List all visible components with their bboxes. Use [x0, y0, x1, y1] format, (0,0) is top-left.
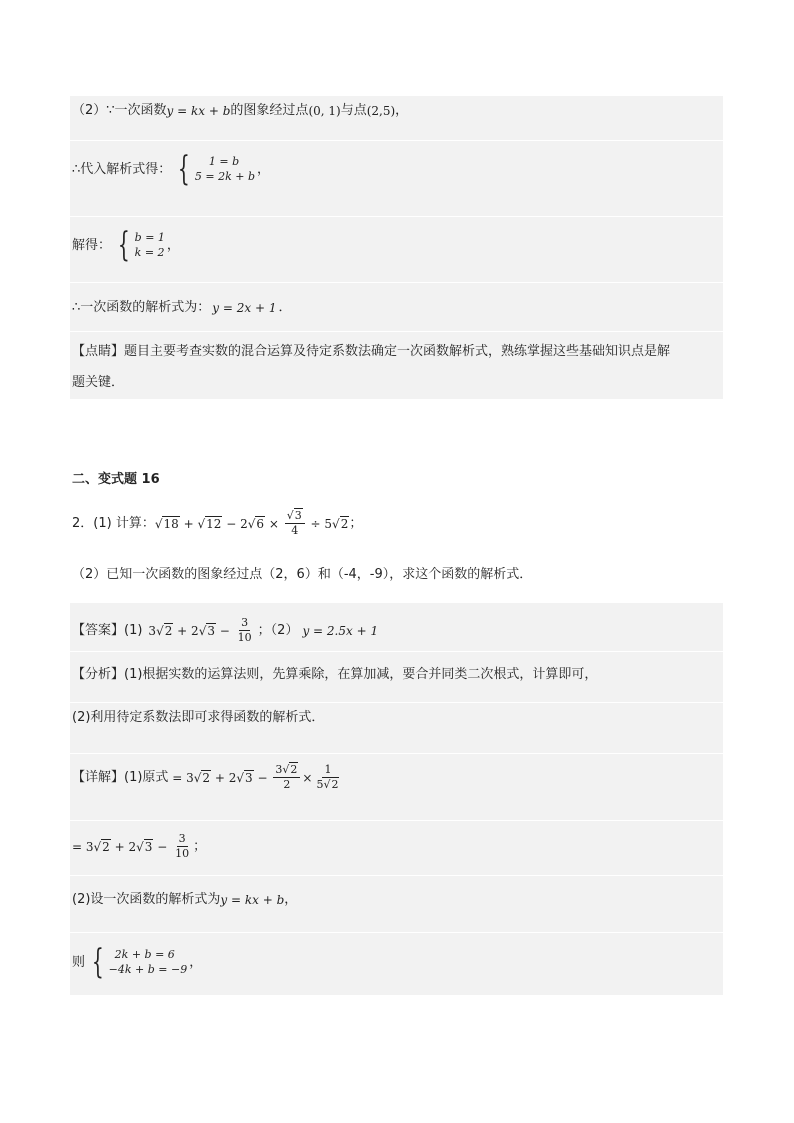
answer-fraction-den: 10 [237, 631, 252, 644]
detail-times: × [302, 770, 313, 785]
answer-plus-two: + 2 [173, 623, 199, 638]
answer-line [72, 617, 378, 644]
answer-fraction-num: 3 [241, 616, 249, 629]
radicand-12: 12 [206, 516, 222, 531]
analysis-line-2 [72, 711, 324, 724]
detail-f2-den-radicand: 2 [331, 778, 339, 791]
point-2: (2,5) [366, 103, 396, 118]
detail-line2-eq: = 3 [72, 839, 94, 854]
detail-line2-den: 10 [175, 847, 190, 860]
detail-expression: = 3 √ 2 + 2 √ 3 − $\frac{3√2}{2}$ × $\frac{1}{5√2}$ [168, 764, 343, 791]
detail-line2-radicand-2: 2 [102, 839, 110, 854]
section-heading [72, 473, 160, 486]
part2-intro-line [72, 104, 408, 117]
result-label: ∴一次函数的解析式为： [72, 300, 211, 315]
answer-eq: y = 2.5x + 1 [302, 623, 379, 638]
detail-line4-end: ， [189, 954, 203, 970]
detail-line-2 [72, 833, 206, 860]
part2-intro-prefix: （2）∵一次函数 [72, 103, 167, 118]
solve-end: ， [166, 237, 180, 253]
solve-row-2: k = 2 [134, 246, 165, 259]
linear-function-eq: y = kx + b [166, 103, 231, 118]
radicand-2: 2 [340, 516, 349, 531]
detail-f1-num-radicand: 2 [290, 763, 298, 776]
detail-line2-num: 3 [178, 832, 186, 845]
substitute-row-2: 5 = 2k + b [194, 170, 256, 183]
comment-line-1 [72, 345, 670, 358]
detail-line4-row-1: 2k + b = 6 [114, 948, 175, 961]
answer-coef-3: 3 [148, 623, 157, 638]
detail-eq-3: = 3 [168, 770, 194, 785]
detail-minus: − [253, 770, 272, 785]
substitute-line [72, 149, 271, 189]
answer-radicand-2: 2 [164, 623, 173, 638]
detail-line3-text: (2)设一次函数的解析式为 [72, 892, 221, 907]
problem-part2-text: （2）已知一次函数的图象经过点（2，6）和（-4，-9），求这个函数的解析式． [72, 567, 533, 582]
brace-icon: { [178, 149, 191, 189]
detail-label: 【详解】(1)原式 [72, 770, 169, 785]
detail-plus-two: + 2 [211, 770, 237, 785]
times-op: × [265, 516, 283, 531]
radicand-18: 18 [163, 516, 179, 531]
answer-sep: ；（2） [257, 623, 299, 638]
detail-radicand-3: 3 [245, 770, 253, 785]
analysis-line-1 [72, 668, 597, 681]
answer-expression: 3 √ 2 + 2 √ 3 − $\frac{3}{10}$ [148, 616, 252, 644]
detail-line4-row-2: −4k + b = −9 [108, 963, 188, 976]
comment-text-1: 【点睛】题目主要考查实数的混合运算及待定系数法确定一次函数解析式，熟练掌握这些基础知识点是解 [72, 344, 671, 359]
plus-op: + [179, 516, 198, 531]
section-heading-text: 二、变式题 16 [72, 472, 160, 487]
brace-icon: { [117, 225, 130, 265]
substitute-label: ∴代入解析式得： [72, 161, 172, 177]
detail-fraction-1: $\frac{3√2}{2}$ [273, 764, 300, 791]
problem-part1-line [72, 510, 362, 537]
comment-text-2: 题关键． [72, 375, 125, 390]
detail-line-3 [72, 893, 297, 906]
detail-f2-num: 1 [324, 763, 332, 776]
answer-radicand-3: 3 [207, 623, 215, 638]
analysis-text-1: 【分析】(1)根据实数的运算法则，先算乘除，在算加减，要合并同类二次根式，计算即可， [72, 667, 598, 682]
result-eq: y = 2x + 1 [212, 300, 277, 315]
detail-line3-eq: y = kx + b [220, 892, 285, 907]
answer-fraction [236, 617, 254, 644]
detail-line4-label: 则 [72, 954, 86, 970]
part2-intro-end: ， [395, 103, 409, 118]
substitute-end: ， [257, 161, 271, 177]
detail-line2-expression: = 3 √ 2 + 2 √ 3 − $\frac{3}{10}$ [72, 832, 190, 860]
solve-label: 解得： [72, 237, 112, 253]
detail-fraction-2: $\frac{1}{5√2}$ [316, 763, 339, 791]
detail-line4-system [87, 942, 188, 982]
detail-line2-end: ； [193, 839, 207, 854]
detail-line2-radicand-3: 3 [144, 839, 153, 854]
fraction-sqrt3-over-4: $\frac{√3}{4}$ [285, 510, 305, 537]
part2-intro-and: 与点 [340, 103, 367, 118]
detail-line2-minus: − [153, 839, 172, 854]
detail-line-4 [72, 942, 203, 982]
brace-icon: { [91, 942, 104, 982]
detail-f1-num-coef: 3 [275, 763, 283, 776]
part2-intro-mid: 的图象经过点 [230, 103, 309, 118]
problem-end: ； [349, 516, 363, 531]
answer-label: 【答案】(1) [72, 623, 143, 638]
divide-five-op: ÷ 5 [306, 516, 333, 531]
analysis-text-2: (2)利用待定系数法即可求得函数的解析式． [72, 710, 325, 725]
comment-line-2 [72, 376, 124, 389]
denominator-4: 4 [291, 524, 299, 537]
detail-line2-plus-two: + 2 [110, 839, 137, 854]
detail-f1-den: 2 [283, 778, 291, 791]
detail-line2-fraction [173, 833, 191, 860]
result-line [72, 301, 291, 314]
substitute-system [173, 149, 256, 189]
result-end: ． [278, 300, 292, 315]
solve-row-1: b = 1 [134, 231, 165, 244]
minus-two-op: − 2 [222, 516, 248, 531]
solve-line [72, 225, 180, 265]
problem-prefix: 2．(1) 计算： [72, 516, 155, 531]
answer-minus: − [215, 623, 234, 638]
detail-radicand-2: 2 [202, 770, 211, 785]
substitute-row-1: 1 = b [208, 155, 240, 168]
radicand-3: 3 [294, 509, 302, 522]
problem-part2-line [72, 568, 532, 581]
detail-f2-den-coef: 5 [316, 778, 324, 791]
detail-line3-end: ， [284, 892, 298, 907]
radicand-6: 6 [256, 516, 265, 531]
solve-system [113, 225, 165, 265]
detail-line-1 [72, 764, 343, 791]
content-band-5 [70, 332, 723, 399]
problem-expression: √ 18 + √ 12 − 2 √ 6 × $\frac{√3}{4}$ ÷ 5 √ 2 [154, 509, 349, 537]
point-1: (0, 1) [308, 103, 341, 118]
